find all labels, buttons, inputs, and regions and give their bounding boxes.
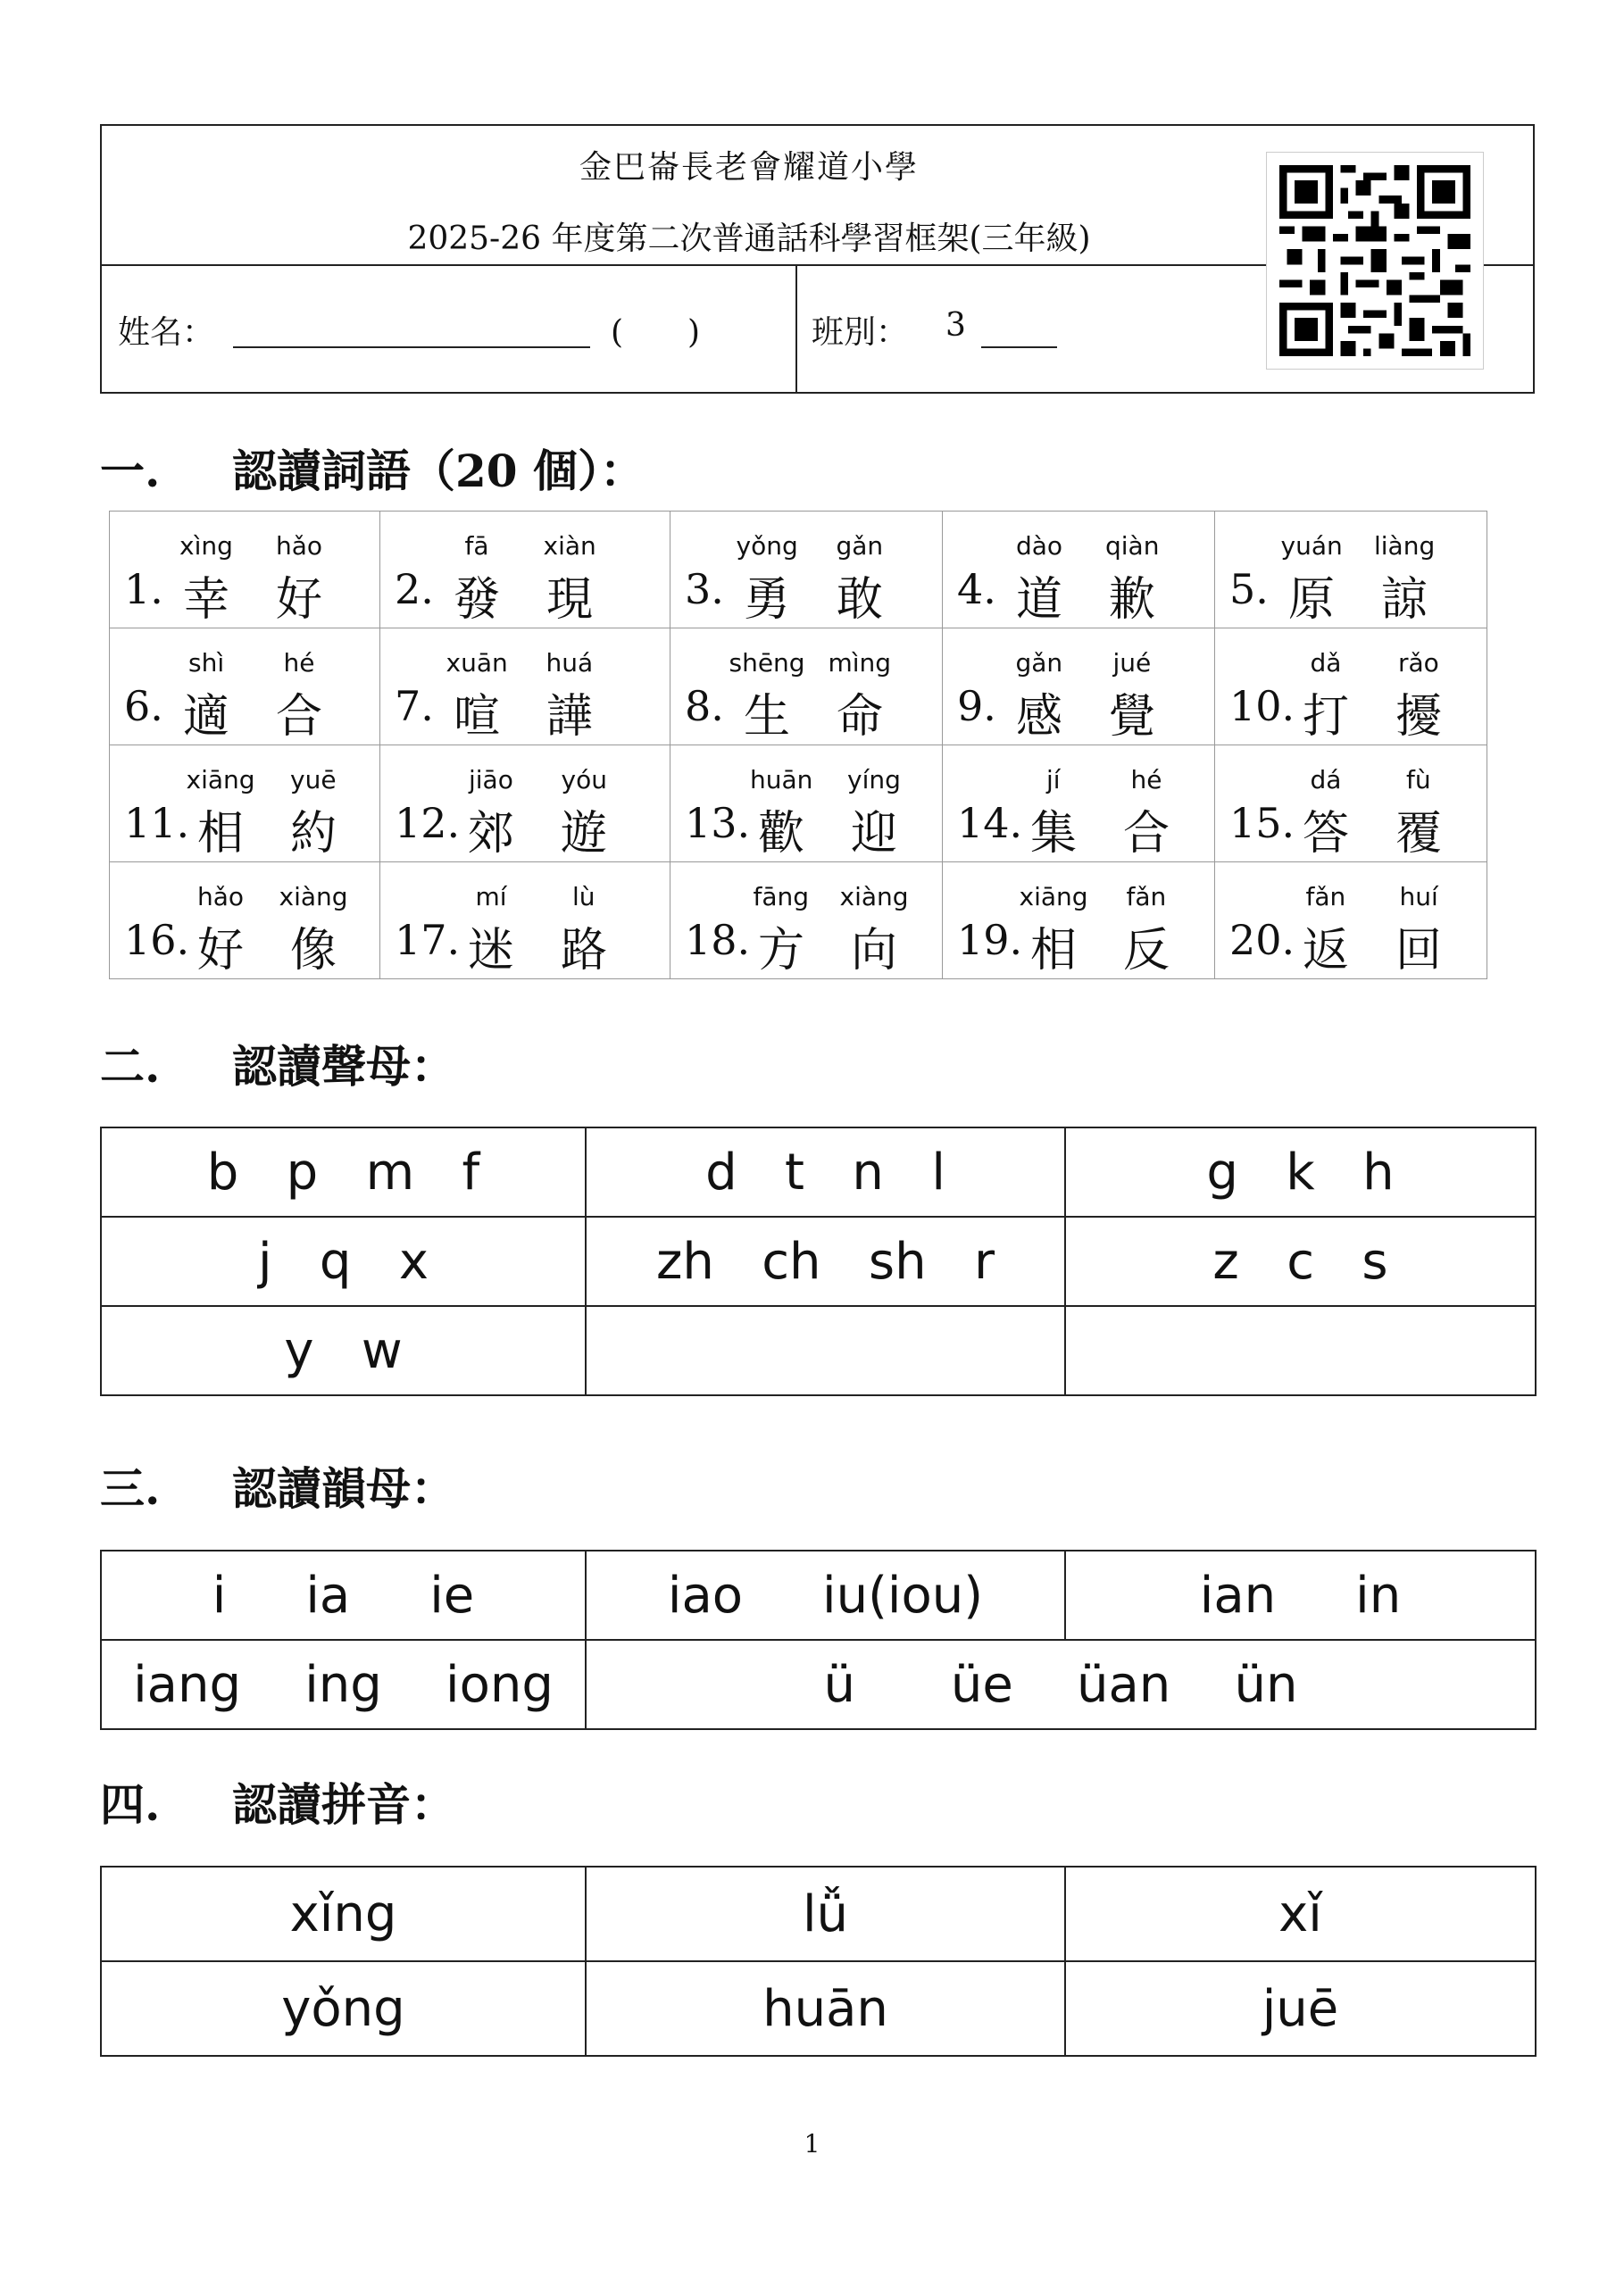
finals-cell: ü üe üan ün [586, 1640, 1536, 1729]
word-char: 歉 [1109, 573, 1156, 627]
word-char: 諒 [1381, 573, 1428, 627]
section-3-heading [100, 1453, 455, 1518]
word-pinyin: rǎo [1398, 648, 1439, 678]
word-char: 返 [1303, 924, 1350, 977]
word-cell [1215, 745, 1487, 862]
word-char: 路 [561, 924, 608, 977]
word-char: 集 [1030, 807, 1078, 861]
word-char: 打 [1303, 690, 1350, 744]
word-number: 2. [395, 565, 434, 613]
class-label: 班別： [812, 314, 909, 351]
vocabulary-table [109, 511, 1487, 979]
initials-cell: y w [101, 1306, 586, 1395]
word-char: 好 [276, 573, 323, 627]
word-number: 16. [124, 916, 190, 964]
table-row [101, 1127, 1536, 1217]
word-number: 1. [124, 565, 163, 613]
word-char: 回 [1395, 924, 1443, 977]
word-pinyin: fǎn [1126, 882, 1167, 911]
word-char: 約 [290, 807, 337, 861]
word-cell [943, 745, 1215, 862]
word-pinyin: yuē [290, 765, 337, 794]
finals-cell: iang ing iong [101, 1640, 586, 1729]
pinyin-cell: xǐng [101, 1867, 586, 1961]
word-pinyin: jiāo [469, 765, 513, 794]
initials-cell [1065, 1306, 1536, 1395]
word-pinyin: huí [1399, 882, 1438, 911]
section-4-heading [100, 1769, 455, 1834]
word-pinyin: fù [1406, 765, 1431, 794]
initials-table [100, 1127, 1537, 1396]
word-char: 歡 [758, 807, 805, 861]
word-char: 生 [744, 690, 791, 744]
word-pinyin: huá [545, 648, 594, 678]
word-pinyin: gǎn [836, 531, 884, 561]
word-pinyin: hé [283, 648, 315, 678]
word-number: 8. [685, 682, 724, 730]
word-cell [670, 745, 943, 862]
initials-cell: z c s [1065, 1217, 1536, 1306]
word-pinyin: xiàng [839, 882, 909, 911]
finals-cell: ian in [1065, 1551, 1536, 1640]
word-number: 9. [957, 682, 996, 730]
word-pinyin: xiàng [279, 882, 348, 911]
word-cell [1215, 512, 1487, 628]
word-pinyin: xiāng [1019, 882, 1088, 911]
word-pinyin: shēng [729, 648, 805, 678]
table-row [101, 1306, 1536, 1395]
section-4-number: 四. [100, 1778, 161, 1831]
word-char: 適 [183, 690, 230, 744]
table-row [110, 628, 1487, 745]
table-row [101, 1867, 1536, 1961]
word-pinyin: gǎn [1015, 648, 1063, 678]
word-number: 17. [395, 916, 461, 964]
word-pinyin: jué [1112, 648, 1152, 678]
word-char: 覆 [1395, 807, 1443, 861]
initials-cell: j q x [101, 1217, 586, 1306]
word-number: 5. [1229, 565, 1269, 613]
finals-table [100, 1550, 1537, 1730]
name-cell [102, 264, 797, 394]
word-cell [380, 628, 670, 745]
word-cell [670, 512, 943, 628]
word-number: 15. [1229, 799, 1295, 847]
finals-cell: i ia ie [101, 1551, 586, 1640]
pinyin-cell: lǚ [586, 1867, 1065, 1961]
word-char: 迷 [468, 924, 515, 977]
word-char: 感 [1016, 690, 1063, 744]
section-1-number: 一. [100, 445, 161, 497]
word-char: 像 [290, 924, 337, 977]
word-char: 相 [1030, 924, 1078, 977]
word-number: 6. [124, 682, 163, 730]
word-number: 20. [1229, 916, 1295, 964]
table-row [101, 1217, 1536, 1306]
class-value: 3 [945, 307, 966, 344]
word-pinyin: xiāng [186, 765, 255, 794]
word-char: 迎 [851, 807, 898, 861]
word-char: 向 [851, 924, 898, 977]
word-char: 遊 [561, 807, 608, 861]
word-pinyin: hé [1130, 765, 1162, 794]
word-pinyin: jí [1046, 765, 1061, 794]
word-char: 喧 [454, 690, 501, 744]
table-row [110, 745, 1487, 862]
word-char: 郊 [468, 807, 515, 861]
word-number: 10. [1229, 682, 1295, 730]
word-number: 12. [395, 799, 461, 847]
word-char: 覺 [1109, 690, 1156, 744]
word-char: 命 [837, 690, 884, 744]
word-number: 3. [685, 565, 724, 613]
qr-code-icon [1266, 152, 1484, 370]
word-number: 7. [395, 682, 434, 730]
pinyin-reading-table [100, 1866, 1537, 2057]
word-cell [110, 628, 380, 745]
table-row [110, 512, 1487, 628]
initials-cell: d t n l [586, 1127, 1065, 1217]
word-pinyin: yóu [561, 765, 607, 794]
word-cell [380, 512, 670, 628]
class-number-blank[interactable]: ( ) [611, 314, 701, 351]
word-pinyin: fā [464, 531, 489, 561]
word-number: 19. [957, 916, 1023, 964]
word-cell [110, 745, 380, 862]
word-char: 敢 [837, 573, 884, 627]
word-number: 18. [685, 916, 751, 964]
word-cell [380, 745, 670, 862]
word-cell [110, 512, 380, 628]
word-cell [670, 862, 943, 979]
word-char: 勇 [744, 573, 791, 627]
word-char: 擾 [1395, 690, 1443, 744]
pinyin-cell: huān [586, 1961, 1065, 2056]
section-2-number: 二. [100, 1040, 161, 1093]
initials-cell: b p m f [101, 1127, 586, 1217]
word-cell [670, 628, 943, 745]
initials-cell: g k h [1065, 1127, 1536, 1217]
word-pinyin: xìng [179, 531, 233, 561]
word-number: 4. [957, 565, 996, 613]
word-pinyin: lù [572, 882, 595, 911]
word-pinyin: dǎ [1310, 648, 1342, 678]
word-cell [1215, 862, 1487, 979]
word-pinyin: yíng [847, 765, 901, 794]
word-cell [943, 862, 1215, 979]
page-number: 1 [804, 2129, 820, 2159]
initials-cell: zh ch sh r [586, 1217, 1065, 1306]
word-number: 11. [124, 799, 190, 847]
section-2-title: 認讀聲母： [232, 1040, 455, 1093]
section-2-heading [100, 1031, 455, 1095]
word-char: 合 [1123, 807, 1170, 861]
word-pinyin: yǒng [736, 531, 798, 561]
word-pinyin: fāng [753, 882, 810, 911]
word-char: 道 [1016, 573, 1063, 627]
section-1-heading [100, 436, 645, 500]
school-name: 金巴崙長老會耀道小學 [579, 149, 919, 186]
word-char: 相 [197, 807, 245, 861]
name-blank[interactable] [233, 346, 590, 348]
pinyin-cell: xǐ [1065, 1867, 1536, 1961]
word-pinyin: mìng [828, 648, 892, 678]
pinyin-cell: juē [1065, 1961, 1536, 2056]
word-char: 發 [454, 573, 501, 627]
word-cell [110, 862, 380, 979]
pinyin-cell: yǒng [101, 1961, 586, 2056]
word-char: 好 [197, 924, 245, 977]
table-row [101, 1961, 1536, 2056]
table-row [101, 1551, 1536, 1640]
word-pinyin: hǎo [197, 882, 245, 911]
name-label: 姓名： [118, 314, 215, 351]
word-pinyin: dá [1310, 765, 1342, 794]
word-char: 合 [276, 690, 323, 744]
word-pinyin: hǎo [276, 531, 323, 561]
initials-cell [586, 1306, 1065, 1395]
word-pinyin: shì [188, 648, 225, 678]
table-row [101, 1640, 1536, 1729]
word-pinyin: huān [750, 765, 813, 794]
word-cell [943, 628, 1215, 745]
table-row [110, 862, 1487, 979]
word-pinyin: liàng [1374, 531, 1436, 561]
word-char: 現 [546, 573, 594, 627]
word-pinyin: qiàn [1105, 531, 1160, 561]
word-char: 答 [1303, 807, 1350, 861]
word-char: 方 [758, 924, 805, 977]
word-char: 原 [1288, 573, 1336, 627]
word-char: 幸 [183, 573, 230, 627]
section-3-number: 三. [100, 1462, 161, 1515]
word-char: 譁 [546, 690, 594, 744]
class-blank[interactable] [981, 346, 1057, 348]
word-number: 14. [957, 799, 1023, 847]
word-cell [380, 862, 670, 979]
framework-title: 2025-26 年度第二次普通話科學習框架(三年級) [407, 220, 1091, 257]
word-cell [1215, 628, 1487, 745]
word-pinyin: xiàn [543, 531, 596, 561]
word-pinyin: dào [1016, 531, 1063, 561]
word-pinyin: mí [475, 882, 507, 911]
word-pinyin: yuán [1280, 531, 1343, 561]
section-4-title: 認讀拼音： [232, 1778, 455, 1831]
word-pinyin: fǎn [1305, 882, 1346, 911]
section-3-title: 認讀韻母： [232, 1462, 455, 1515]
word-char: 反 [1123, 924, 1170, 977]
section-1-title: 認讀詞語（20 個）： [232, 445, 645, 497]
word-cell [943, 512, 1215, 628]
word-pinyin: xuān [446, 648, 508, 678]
finals-cell: iao iu(iou) [586, 1551, 1065, 1640]
word-number: 13. [685, 799, 751, 847]
